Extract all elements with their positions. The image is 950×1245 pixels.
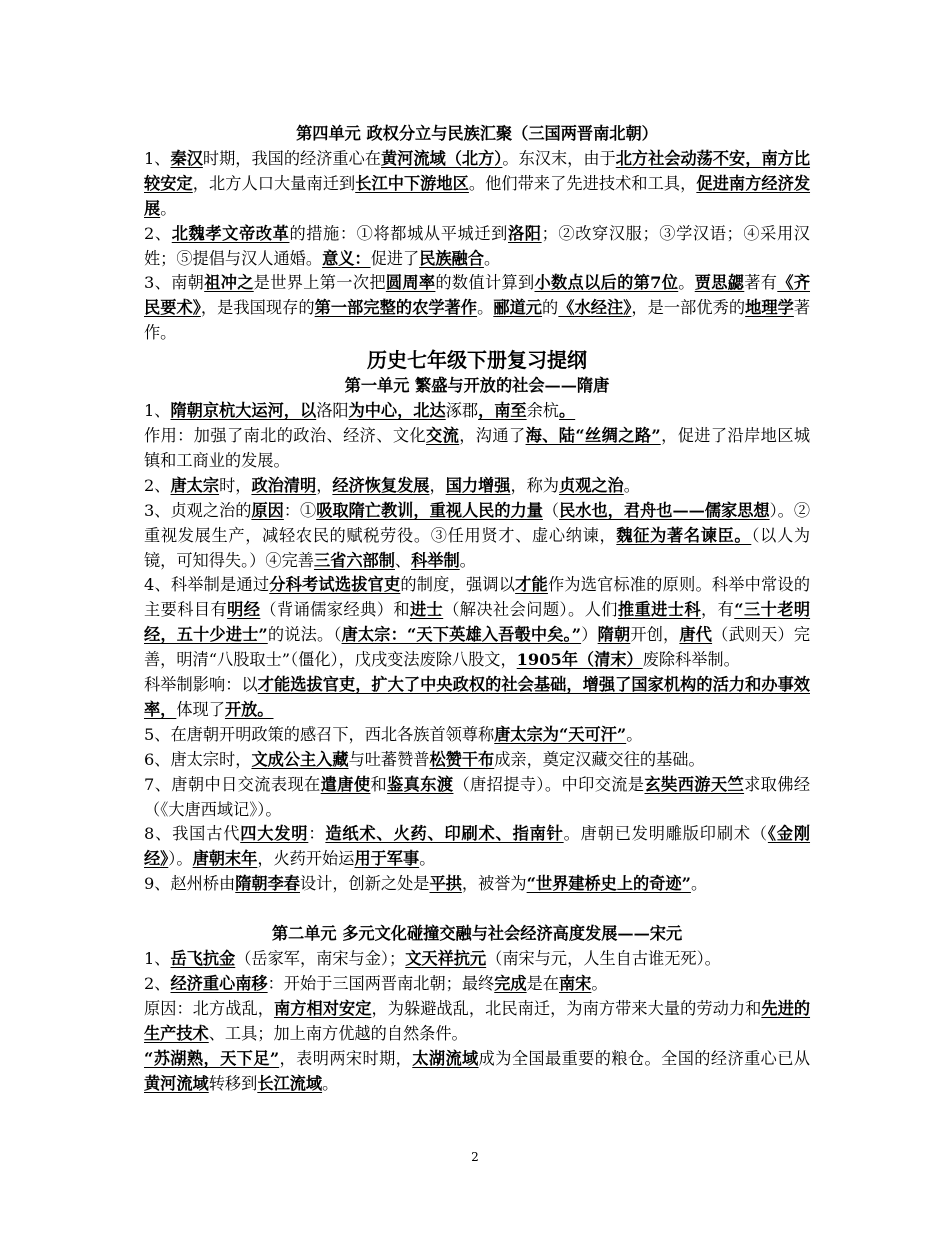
text-run: ） <box>581 625 598 645</box>
text-run: 时期，我国的经济重心在 <box>202 148 381 168</box>
text-run: ；②改穿汉服；③学汉语；④采用汉姓；⑤提倡与汉人通婚。 <box>144 223 810 268</box>
text-run: ，促进了沿岸地区城镇和工商业的发展。 <box>144 425 811 470</box>
key-term: 经济恢复发展 <box>332 475 430 495</box>
text-run: 促进了 <box>370 248 420 268</box>
key-term: 才能 <box>515 575 548 595</box>
key-term: “世界建桥史上的奇迹” <box>526 874 691 894</box>
key-term: 北魏孝文帝改革 <box>171 223 290 243</box>
key-term: 1905年（清末） <box>516 650 643 670</box>
key-term: 玄奘西游天竺 <box>644 774 745 794</box>
text-run: 转移到 <box>208 1073 258 1093</box>
text-run: 是在 <box>526 974 559 993</box>
text-run: 2、 <box>144 475 171 495</box>
text-run: 1、 <box>144 148 171 168</box>
key-term: 促进南方经济发展 <box>144 173 811 218</box>
text-run: （ <box>542 500 560 520</box>
paragraph <box>144 673 810 723</box>
paragraph <box>144 573 810 673</box>
unit4-section <box>144 147 810 346</box>
key-term: 才能选拔官吏，扩大了中央政权的社会基础，增强了国家机构的活力和办事效率， <box>144 675 810 719</box>
text-run: 。 <box>459 550 476 570</box>
text-run: ：① <box>283 500 317 520</box>
key-term: 原因 <box>251 500 284 520</box>
text-run: （解决社会问题）。人们 <box>443 600 618 620</box>
key-term: 黄河流域 <box>144 1073 209 1093</box>
paragraph <box>144 499 810 574</box>
text-run: 的数值计算到 <box>435 273 535 293</box>
text-run: 。 <box>690 874 708 894</box>
paragraph <box>144 147 810 222</box>
text-run: 8、我国古代 <box>144 824 241 844</box>
text-run: ，有 <box>701 600 735 620</box>
text-run: （唐招提寺）。中印交流是 <box>453 774 645 794</box>
key-term: 隋朝京杭大运河，以 <box>170 401 317 421</box>
text-run: 。 <box>160 198 177 218</box>
text-run: 6、唐太宗时， <box>144 749 252 769</box>
text-run: 开创， <box>630 625 680 645</box>
text-run: 的措施：①将都城从平城迁到 <box>289 223 508 243</box>
text-run: 、工具；加上南方优越的自然条件。 <box>208 1023 468 1043</box>
key-term: 《金刚经》 <box>144 824 811 869</box>
text-run: 。东汉末，由于 <box>502 148 616 168</box>
text-run: ，为躲避战乱，北民南迁，为南方带来大量的劳动力和 <box>371 998 762 1018</box>
key-term: 魏征为著名谏臣。 <box>616 525 752 545</box>
text-run: （背诵儒家经典）和 <box>260 600 410 620</box>
text-run: 2、 <box>144 223 172 243</box>
text-run: 涿郡 <box>445 401 479 421</box>
text-run: 的说法。（ <box>267 625 342 645</box>
text-run: 和 <box>370 774 388 794</box>
text-run: 。 <box>626 724 643 744</box>
text-run: 。 <box>623 475 640 495</box>
text-run: 设计，创新之处是 <box>300 874 430 894</box>
key-term: 四大发明 <box>240 824 309 844</box>
paragraph <box>144 872 810 897</box>
text-run: （以人为镜，可知得失。）④完善 <box>144 525 811 570</box>
text-run: ）。②重视发展生产，减轻农民的赋税劳役。③任用贤才、虚心纳谏， <box>144 500 811 545</box>
page-number: 2 <box>471 1150 479 1164</box>
text-run: （南宋与元，人生自古谁无死）。 <box>486 949 721 969</box>
key-term: 政治清明 <box>251 475 317 495</box>
text-run: 4、科举制是通过 <box>144 575 270 595</box>
text-run: 5、在唐朝开明政策的感召下，西北各族首领尊称 <box>144 724 495 744</box>
text-run: 。 <box>591 974 608 993</box>
key-term: 推重进士科 <box>617 600 702 620</box>
key-term: 南方相对安定 <box>273 998 372 1018</box>
text-run: ，沟通了 <box>459 425 526 445</box>
paragraph <box>144 748 810 773</box>
key-term: 南宋 <box>559 974 592 993</box>
key-term: 岳飞抗金 <box>170 949 236 969</box>
key-term: 《齐民要术》 <box>144 273 811 318</box>
key-term: 唐太宗 <box>170 475 220 495</box>
text-run: 余杭 <box>526 401 559 421</box>
key-term: 开放。 <box>224 699 274 719</box>
paragraph <box>144 997 810 1047</box>
key-term: 。 <box>559 401 576 421</box>
text-run: 成亲，奠定汉藏交往的基础。 <box>494 749 705 769</box>
key-term: 科举制 <box>411 550 460 570</box>
key-term: 洛阳 <box>508 223 542 243</box>
key-term: 第一部完整的农学著作 <box>314 298 478 318</box>
text-run: 洛阳 <box>316 401 349 421</box>
text-run: 3、南朝 <box>144 273 205 293</box>
key-term: 交流 <box>426 425 460 445</box>
key-term: 海、陆“丝绸之路” <box>525 425 661 445</box>
paragraph <box>144 972 810 997</box>
text-run: 作为选官标准的原则。科举中常设的主要科目有 <box>144 575 811 620</box>
text-run: （岳家军，南宋与金）； <box>235 949 406 969</box>
section-gap <box>144 897 810 922</box>
text-run: 、 <box>394 550 412 570</box>
paragraph <box>144 399 810 424</box>
text-run: 。他们带来了先进技术和工具， <box>468 173 697 193</box>
key-term: 小数点以后的第7位 <box>534 273 679 293</box>
key-term: 北方社会动荡不安，南方比较安定 <box>144 148 811 193</box>
key-term: 平拱 <box>429 874 462 894</box>
key-term: 贾思勰 <box>694 273 745 293</box>
key-term: 先进的生产技术 <box>144 998 811 1043</box>
text-run: 的 <box>542 298 559 318</box>
text-run: ， <box>429 475 446 495</box>
key-term: 贞观之治 <box>559 475 624 495</box>
key-term: 明经 <box>227 600 261 620</box>
text-run: ，火药开始运 <box>257 849 355 869</box>
key-term: 长江流域 <box>257 1073 323 1093</box>
key-term: 太湖流域 <box>412 1048 479 1068</box>
text-run: 7、唐朝中日交流表现在 <box>144 774 321 794</box>
key-term: 完成 <box>494 974 527 993</box>
unit1-title: 第一单元 繁盛与开放的社会——隋唐 <box>344 376 610 396</box>
text-run: 。 <box>483 248 501 268</box>
text-run: 的制度，强调以 <box>400 575 516 595</box>
text-run: 时， <box>219 475 252 495</box>
text-run: ）。 <box>168 849 193 869</box>
text-run: 。 <box>322 1073 339 1093</box>
text-run: 。 <box>419 849 436 869</box>
key-term: 隋朝 <box>597 625 631 645</box>
key-term: ，南至 <box>478 401 527 421</box>
key-term: 民水也，君舟也——儒家思想 <box>559 500 770 520</box>
key-term: 为中心，北达 <box>348 401 446 421</box>
paragraph <box>144 1047 810 1097</box>
key-term: “苏湖熟，天下足” <box>144 1048 280 1068</box>
key-term: 造纸术、火药、印刷术、指南针 <box>325 824 564 844</box>
key-term: 意义： <box>322 248 371 268</box>
key-term: 遣唐使 <box>320 774 371 794</box>
paragraph <box>144 723 810 748</box>
key-term: 郦道元 <box>493 298 543 318</box>
key-term: 经济重心南移 <box>170 974 268 993</box>
text-run: ，称为 <box>510 475 559 495</box>
text-run: ， <box>316 475 333 495</box>
text-run: 。唐朝已发明雕版印刷术（ <box>563 824 768 844</box>
key-term: 文成公主入藏 <box>251 749 349 769</box>
key-term: 唐太宗为“天可汗” <box>494 724 627 744</box>
text-run: 是世界上第一次把 <box>253 273 386 293</box>
text-run: 作用：加强了南北的政治、经济、文化 <box>144 425 427 445</box>
paragraph <box>144 222 810 272</box>
key-term: 用于军事 <box>354 849 420 869</box>
paragraph <box>144 271 810 346</box>
text-run: 原因：北方战乱， <box>144 998 274 1018</box>
key-term: 进士 <box>409 600 444 620</box>
key-term: 祖冲之 <box>204 273 254 293</box>
text-run: 科举制影响：以 <box>144 675 258 695</box>
key-term: 吸取隋亡教训，重视人民的力量 <box>316 500 543 520</box>
text-run: ，表明两宋时期， <box>279 1048 413 1068</box>
paragraph <box>144 947 810 972</box>
text-run: 1、 <box>144 401 171 421</box>
unit2-title: 第二单元 多元文化碰撞交融与社会经济高度发展——宋元 <box>271 924 683 944</box>
text-run: 著有 <box>744 273 778 293</box>
key-term: 黄河流域（北方） <box>380 148 503 168</box>
key-term: “三十老明经，五十少进士” <box>144 600 811 645</box>
key-term: 三省六部制 <box>313 550 395 570</box>
text-run: ：开始于三国两晋南北朝；最终 <box>267 974 495 993</box>
paragraph <box>144 424 810 474</box>
text-run: 9、赵州桥由 <box>144 874 236 894</box>
key-term: 唐朝末年 <box>192 849 258 869</box>
text-run: 著作。 <box>144 298 811 343</box>
key-term: 唐太宗：“天下英雄入吾彀中矣。” <box>341 625 582 645</box>
main-title: 历史七年级下册复习提纲 <box>367 348 587 373</box>
paragraph <box>144 773 810 823</box>
key-term: 文天祥抗元 <box>405 949 487 969</box>
key-term: 长江中下游地区 <box>355 173 469 193</box>
text-run: ，北方人口大量南迁到 <box>192 173 356 193</box>
text-run: ，被誉为 <box>461 874 527 894</box>
unit1-section <box>144 399 810 897</box>
text-run: 求取佛经（《大唐西域记》）。 <box>144 774 811 819</box>
text-run: （武则天）完善，明清“八股取士”（僵化），戊戌变法废除八股文， <box>144 625 811 670</box>
document-page <box>144 122 810 1097</box>
key-term: 秦汉 <box>170 148 203 168</box>
text-run: ，是一部优秀的 <box>631 298 746 318</box>
unit4-title: 第四单元 政权分立与民族汇聚（三国两晋南北朝） <box>296 124 658 143</box>
text-run: 3、贞观之治的 <box>144 500 252 520</box>
text-run: 成为全国最重要的粮仓。全国的经济重心已从 <box>478 1048 811 1068</box>
text-run: 。 <box>678 273 695 293</box>
paragraph <box>144 474 810 499</box>
key-term: 《水经注》 <box>558 298 632 318</box>
key-term: 松赞干布 <box>429 749 495 769</box>
paragraph <box>144 822 810 872</box>
text-run: ，是我国现存的 <box>200 298 315 318</box>
key-term: 圆周率 <box>385 273 436 293</box>
key-term: 国力增强 <box>445 475 511 495</box>
text-run: 与吐蕃赞普 <box>348 749 430 769</box>
key-term: 地理学 <box>745 298 794 318</box>
key-term: 鉴真东渡 <box>387 774 454 794</box>
text-run: ： <box>308 824 326 844</box>
text-run: 体现了 <box>176 699 225 719</box>
key-term: 唐代 <box>679 625 713 645</box>
unit2-section <box>144 947 810 1096</box>
key-term: 分科考试选拔官吏 <box>269 575 401 595</box>
text-run: 1、 <box>144 949 171 969</box>
text-run: 废除科举制。 <box>642 650 740 670</box>
text-run: 。 <box>477 298 494 318</box>
key-term: 隋朝李春 <box>235 874 300 894</box>
text-run: 2、 <box>144 974 171 993</box>
key-term: 民族融合 <box>419 248 484 268</box>
